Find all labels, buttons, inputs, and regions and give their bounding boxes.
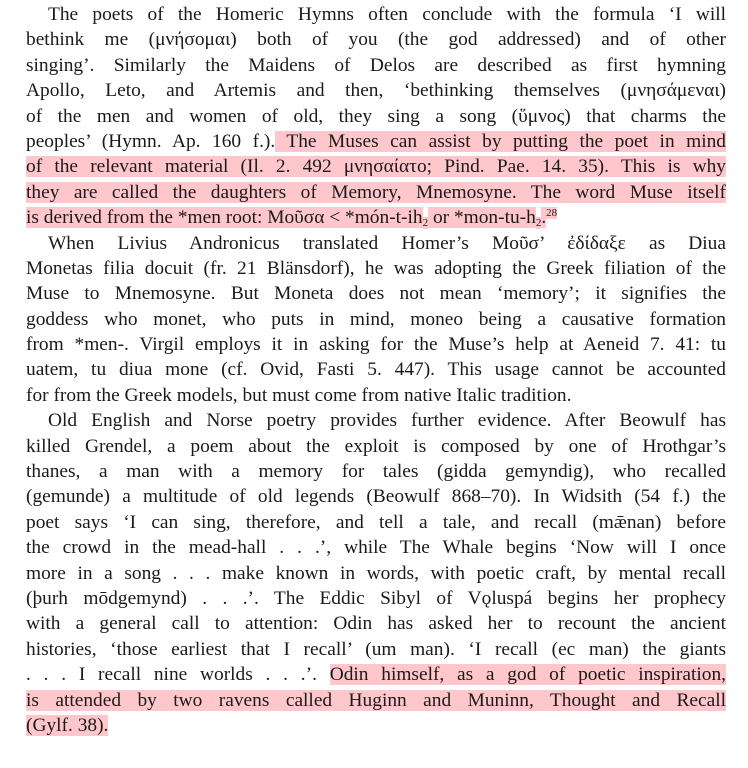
paragraph-1-line-2 bbox=[26, 27, 726, 52]
paragraph-3-line-10 bbox=[26, 637, 726, 662]
paragraph-1-line-8 bbox=[26, 180, 726, 205]
highlighted-text: is derived from the *men root: Μοῦσα < *món-t-ih bbox=[26, 207, 423, 229]
paragraph-1-line-6 bbox=[26, 129, 726, 154]
body-text: singing’. Similarly the Maidens of Delos are described as first hymning bbox=[26, 54, 726, 76]
body-text: Apollo, Leto, and Artemis and then, ‘bethinking themselves (μνησάμεναι) bbox=[26, 80, 726, 102]
paragraph-3-line-5 bbox=[26, 510, 726, 535]
paragraph-2-line-3 bbox=[26, 281, 726, 306]
body-text: poet says ‘I can sing, therefore, and tell a tale, and recall (mǣnan) before bbox=[26, 511, 726, 533]
body-text: killed Grendel, a poem about the exploit is composed by one of Hrothgar’s bbox=[26, 435, 726, 457]
body-text: uatem, tu diua mone (cf. Ovid, Fasti 5. 447). This usage cannot be accounted bbox=[26, 359, 726, 381]
body-text: (þurh mōdgemynd) . . .’. The Eddic Sibyl of Vǫluspá begins her prophecy bbox=[26, 587, 726, 609]
body-text: Muse to Mnemosyne. But Moneta does not mean ‘memory’; it signifies the bbox=[26, 283, 726, 305]
footnote-marker: 28 bbox=[546, 207, 558, 220]
highlighted-text: of the relevant material (Il. 2. 492 μνησαίατο; Pind. Pae. 14. 35). This is why bbox=[26, 156, 726, 178]
highlighted-text: . bbox=[541, 207, 547, 229]
body-text: Monetas filia docuit (fr. 21 Blänsdorf), he was adopting the Greek filiation of the bbox=[26, 257, 726, 279]
highlighted-text: they are called the daughters of Memory, Mnemosyne. The word Muse itself bbox=[26, 181, 726, 203]
paragraph-3-line-4 bbox=[26, 484, 726, 509]
body-text: from *men-. Virgil employs it in asking for the Muse’s help at Aeneid 7. 41: tu bbox=[26, 334, 726, 356]
paragraph-3-line-12 bbox=[26, 688, 726, 713]
paragraph-2-line-5 bbox=[26, 332, 726, 357]
body-text: The poets of the Homeric Hymns often conclude with the formula ‘I will bbox=[48, 4, 726, 25]
paragraph-3-line-3 bbox=[26, 459, 726, 484]
paragraph-3-line-1 bbox=[26, 408, 726, 433]
paragraph-2-line-7 bbox=[26, 383, 726, 408]
body-text: the crowd in the mead-hall . . .’, while The Whale begins ‘Now will I once bbox=[26, 537, 726, 559]
paragraph-3-line-11 bbox=[26, 662, 726, 687]
paragraph-2-line-4 bbox=[26, 307, 726, 332]
highlighted-text: (Gylf. 38). bbox=[26, 714, 109, 736]
highlighted-text: or *mon-tu-h bbox=[428, 207, 536, 229]
paragraph-1-line-5 bbox=[26, 104, 726, 129]
body-text: goddess who monet, who puts in mind, moneo being a causative formation bbox=[26, 308, 726, 330]
body-text: for from the Greek models, but must come from native Italic tradition. bbox=[26, 384, 572, 406]
paragraph-3-line-2 bbox=[26, 434, 726, 459]
paragraph-2-line-6 bbox=[26, 357, 726, 382]
body-text: When Livius Andronicus translated Homer’s Μοῦσ’ ἐδίδαξε as Diua bbox=[48, 232, 726, 254]
body-text: (gemunde) a multitude of old legends (Beowulf 868–70). In Widsith (54 f.) the bbox=[26, 486, 726, 508]
body-text: histories, ‘those earliest that I recall’ (um man). ‘I recall (ec man) the giants bbox=[26, 638, 726, 660]
body-text: . . . I recall nine worlds . . .’. bbox=[26, 664, 330, 686]
paragraph-3-line-6 bbox=[26, 535, 726, 560]
subscript-text: 2 bbox=[422, 217, 429, 230]
paragraph-3-line-8 bbox=[26, 586, 726, 611]
body-text: bethink me (μνήσομαι) both of you (the god addressed) and of other bbox=[26, 29, 726, 51]
body-text: with a general call to attention: Odin has asked her to recount the ancient bbox=[26, 613, 726, 635]
paragraph-1-line-3 bbox=[26, 53, 726, 78]
body-text: Old English and Norse poetry provides further evidence. After Beowulf has bbox=[48, 410, 726, 432]
paragraph-1-line-1 bbox=[26, 2, 726, 27]
body-text: thanes, a man with a memory for tales (gidda gemyndig), who recalled bbox=[26, 461, 726, 483]
body-text: more in a song . . . make known in words, with poetic craft, by mental recall bbox=[26, 562, 726, 584]
highlighted-text: Odin himself, as a god of poetic inspiration, bbox=[329, 664, 726, 686]
subscript-text: 2 bbox=[535, 217, 542, 230]
body-text: peoples’ (Hymn. Ap. 160 f.). bbox=[26, 130, 276, 152]
paragraph-3-line-13 bbox=[26, 713, 726, 738]
paragraph-3-line-9 bbox=[26, 611, 726, 636]
paragraph-1-line-4 bbox=[26, 78, 726, 103]
paragraph-1-line-9 bbox=[26, 205, 726, 230]
paragraph-1-line-7 bbox=[26, 154, 726, 179]
highlighted-text: The Muses can assist by putting the poet in mind bbox=[275, 130, 726, 152]
paragraph-2-line-2 bbox=[26, 256, 726, 281]
paragraph-2-line-1 bbox=[26, 231, 726, 256]
body-text: of the men and women of old, they sing a song (ὕμνος) that charms the bbox=[26, 105, 726, 127]
paragraph-3-line-7 bbox=[26, 561, 726, 586]
highlighted-text: is attended by two ravens called Huginn and Muninn, Thought and Recall bbox=[26, 689, 726, 711]
